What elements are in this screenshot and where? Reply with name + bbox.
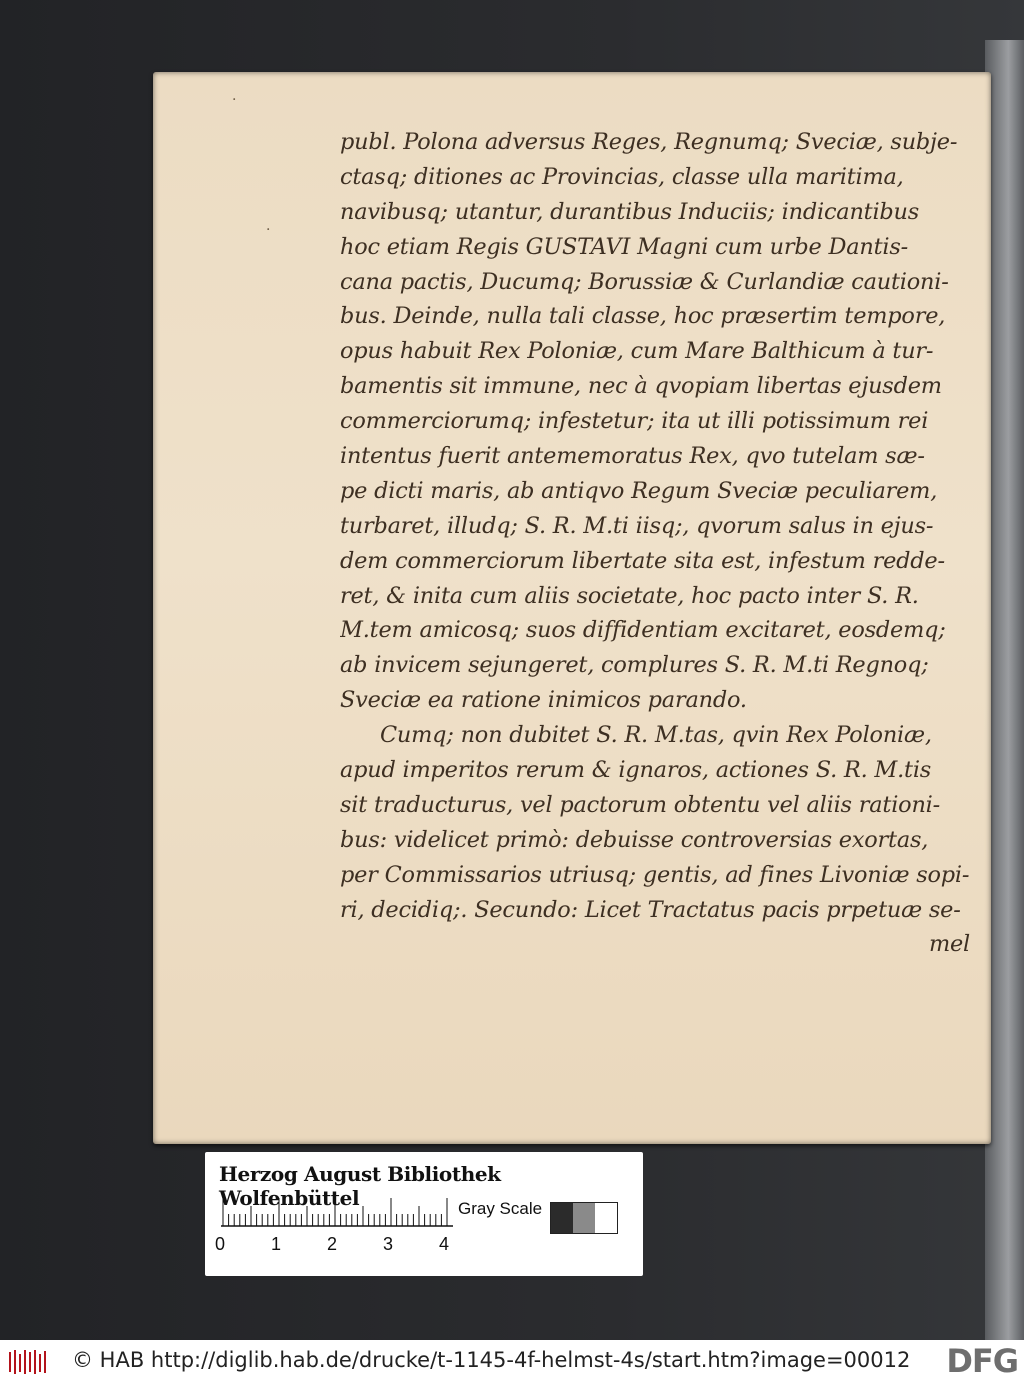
text-line: ret, & inita cum aliis societate, hoc pacto inter S. R.: [340, 582, 919, 609]
text-line: dem commerciorum libertate sita est, infestum redde-: [340, 547, 945, 574]
text-line: intentus fuerit antememoratus Rex, qvo tutelam sæ-: [340, 443, 925, 470]
text-line: bamentis sit immune, nec à qvopiam libertas ejusdem: [340, 373, 942, 400]
text-line: ri, decidiq;. Secundo: Licet Tractatus pacis prpetuæ se-: [340, 896, 961, 923]
text-line: Sveciæ ea ratione inimicos parando.: [340, 687, 747, 714]
text-line: ctasq; ditiones ac Provincias, classe ulla maritima,: [340, 163, 904, 190]
text-line: Cumq; non dubitet S. R. M.tas, qvin Rex Poloniæ,: [380, 722, 932, 749]
footer-bar: [0, 1340, 1024, 1384]
gray-swatch-dark: [551, 1203, 573, 1233]
gray-scale-swatch: [550, 1202, 618, 1234]
text-line: navibusq; utantur, durantibus Induciis; indicantibus: [340, 198, 920, 225]
paper-speck: ·: [232, 92, 237, 108]
library-name: Herzog August Bibliothek Wolfenbüttel: [219, 1162, 501, 1210]
dfg-logo: DFG: [946, 1342, 1018, 1380]
text-line: pe dicti maris, ab antiqvo Regum Sveciæ peculiarem,: [340, 477, 938, 504]
text-line: apud imperitos rerum & ignaros, actiones S. R. M.tis: [340, 757, 932, 784]
text-line: bus: videlicet primò: debuisse controversias exortas,: [340, 826, 929, 853]
text-line: M.tem amicosq; suos diffidentiam excitaret, eosdemq;: [340, 617, 946, 644]
ruler-number: 1: [271, 1234, 282, 1254]
page-text: [340, 125, 970, 962]
footer-copyright-link[interactable]: © HAB http://diglib.hab.de/drucke/t-1145-4f-helmst-4s/start.htm?image=00012: [72, 1348, 911, 1372]
ruler-numbers: [215, 1234, 465, 1258]
library-label: [205, 1152, 643, 1276]
text-line: per Commissarios utriusq; gentis, ad fines Livoniæ sopi-: [340, 861, 970, 888]
text-line: turbaret, illudq; S. R. M.ti iisq;, qvorum salus in ejus-: [340, 512, 934, 539]
ruler-number: 3: [383, 1234, 394, 1254]
text-line: bus. Deinde, nulla tali classe, hoc præsertim tempore,: [340, 303, 946, 330]
text-line: sit traducturus, vel pactorum obtentu vel aliis rationi-: [340, 791, 941, 818]
ruler-number: 0: [215, 1234, 226, 1254]
text-line: ab invicem sejungeret, complures S. R. M.ti Regnoq;: [340, 652, 929, 679]
text-line: hoc etiam Regis GUSTAVI Magni cum urbe Dantis-: [340, 233, 909, 260]
text-line: cana pactis, Ducumq; Borussiæ & Curlandiæ cautioni-: [340, 268, 949, 295]
paper-speck: ·: [266, 222, 271, 238]
ruler-icon: [221, 1197, 453, 1227]
ruler-number: 4: [439, 1234, 450, 1254]
text-line: publ. Polona adversus Reges, Regnumq; Sveciæ, subje-: [340, 129, 958, 155]
catchword: mel: [928, 931, 970, 958]
hab-logo-icon: [8, 1348, 48, 1376]
text-line: opus habuit Rex Poloniæ, cum Mare Balthicum à tur-: [340, 338, 934, 365]
gray-scale-label: Gray Scale: [458, 1199, 543, 1218]
text-line: commerciorumq; infestetur; ita ut illi potissimum rei: [340, 408, 929, 435]
gray-swatch-light: [595, 1203, 617, 1233]
ruler-number: 2: [327, 1234, 338, 1254]
gray-swatch-mid: [573, 1203, 595, 1233]
